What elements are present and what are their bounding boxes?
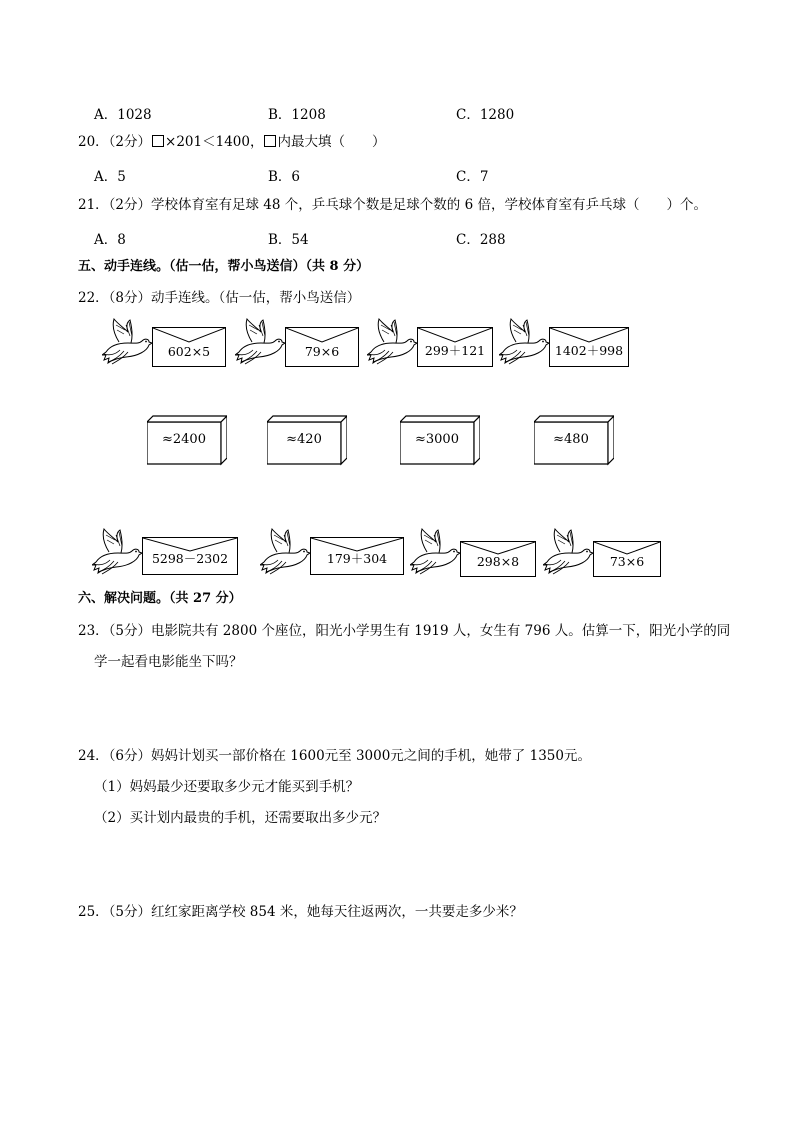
q19-option-c: C．1280: [456, 107, 515, 123]
dove-icon: [102, 318, 152, 366]
envelope-bottom-4[interactable]: [593, 541, 661, 577]
envelope-bottom-1[interactable]: [142, 537, 238, 575]
mailbox-label: ≈420: [286, 432, 322, 447]
q23-line-2: 学一起看电影能坐下吗？: [94, 654, 243, 670]
mailbox-3[interactable]: [400, 414, 480, 466]
section-6-heading: 六、解决问题。（共 27 分）: [78, 591, 242, 606]
q24-sub-1: （1）妈妈最少还要取多少元才能买到手机？: [94, 779, 360, 795]
dove-icon: [367, 318, 417, 366]
mailbox-label: ≈2400: [162, 432, 206, 447]
blank-box-icon: [264, 135, 276, 147]
q21-option-c: C．288: [456, 232, 506, 248]
envelope-label: 299＋121: [424, 343, 486, 358]
blank-box-icon: [152, 135, 164, 147]
envelope-top-1[interactable]: [152, 327, 226, 367]
envelope-label: 73×6: [609, 554, 645, 569]
q20-part2: 内最大填（ ）: [277, 134, 386, 150]
dove-icon: [235, 318, 285, 366]
mailbox-4[interactable]: [534, 414, 614, 466]
dove-icon: [260, 528, 310, 576]
q23-line-1: 23．（5分）电影院共有 2800 个座位，阳光小学男生有 1919 人，女生有 796 人。估算一下，阳光小学的同: [78, 623, 731, 639]
envelope-top-3[interactable]: [417, 327, 493, 367]
envelope-label: 5298－2302: [151, 551, 229, 566]
q22-stem: 22．（8分）动手连线。（估一估，帮小鸟送信）: [78, 290, 361, 306]
q21-stem: 21．（2分）学校体育室有足球 48 个，乒乓球个数是足球个数的 6 倍，学校体育室有乒乓球（ ）个。: [78, 197, 707, 213]
q20-option-a: A．5: [94, 169, 126, 185]
envelope-bottom-3[interactable]: [460, 541, 536, 577]
envelope-bottom-2[interactable]: [310, 537, 404, 575]
envelope-label: 602×5: [167, 344, 211, 359]
section-5-heading: 五、动手连线。（估一估，帮小鸟送信）（共 8 分）: [78, 259, 370, 274]
q21-option-a: A．8: [94, 232, 126, 248]
mailbox-2[interactable]: [267, 414, 347, 466]
envelope-label: 179＋304: [326, 551, 388, 566]
dove-icon: [543, 528, 593, 576]
q24-sub-2: （2）买计划内最贵的手机，还需要取出多少元？: [94, 810, 387, 826]
mailbox-label: ≈3000: [415, 432, 459, 447]
q20-option-b: B．6: [268, 169, 301, 185]
q24-stem: 24．（6分）妈妈计划买一部价格在 1600元至 3000元之间的手机，她带了 1350元。: [78, 748, 591, 764]
dove-icon: [92, 528, 142, 576]
q19-option-a: A．1028: [94, 107, 152, 123]
q20-option-c: C．7: [456, 169, 489, 185]
q20-prefix: 20．（2分）: [78, 134, 152, 150]
mailbox-1[interactable]: [147, 414, 227, 466]
envelope-top-4[interactable]: [549, 327, 629, 367]
dove-icon: [499, 318, 549, 366]
envelope-label: 79×6: [304, 344, 340, 359]
q20-stem: [78, 133, 385, 151]
envelope-label: 298×8: [476, 554, 520, 569]
envelope-top-2[interactable]: [285, 327, 359, 367]
dove-icon: [410, 528, 460, 576]
mailbox-label: ≈480: [553, 432, 589, 447]
q25-stem: 25．（5分）红红家距离学校 854 米，她每天往返两次，一共要走多少米？: [78, 904, 523, 920]
q20-part1: ×201＜1400，: [165, 134, 264, 150]
q21-option-b: B．54: [268, 232, 309, 248]
envelope-label: 1402＋998: [554, 343, 624, 358]
q19-option-b: B．1208: [268, 107, 326, 123]
